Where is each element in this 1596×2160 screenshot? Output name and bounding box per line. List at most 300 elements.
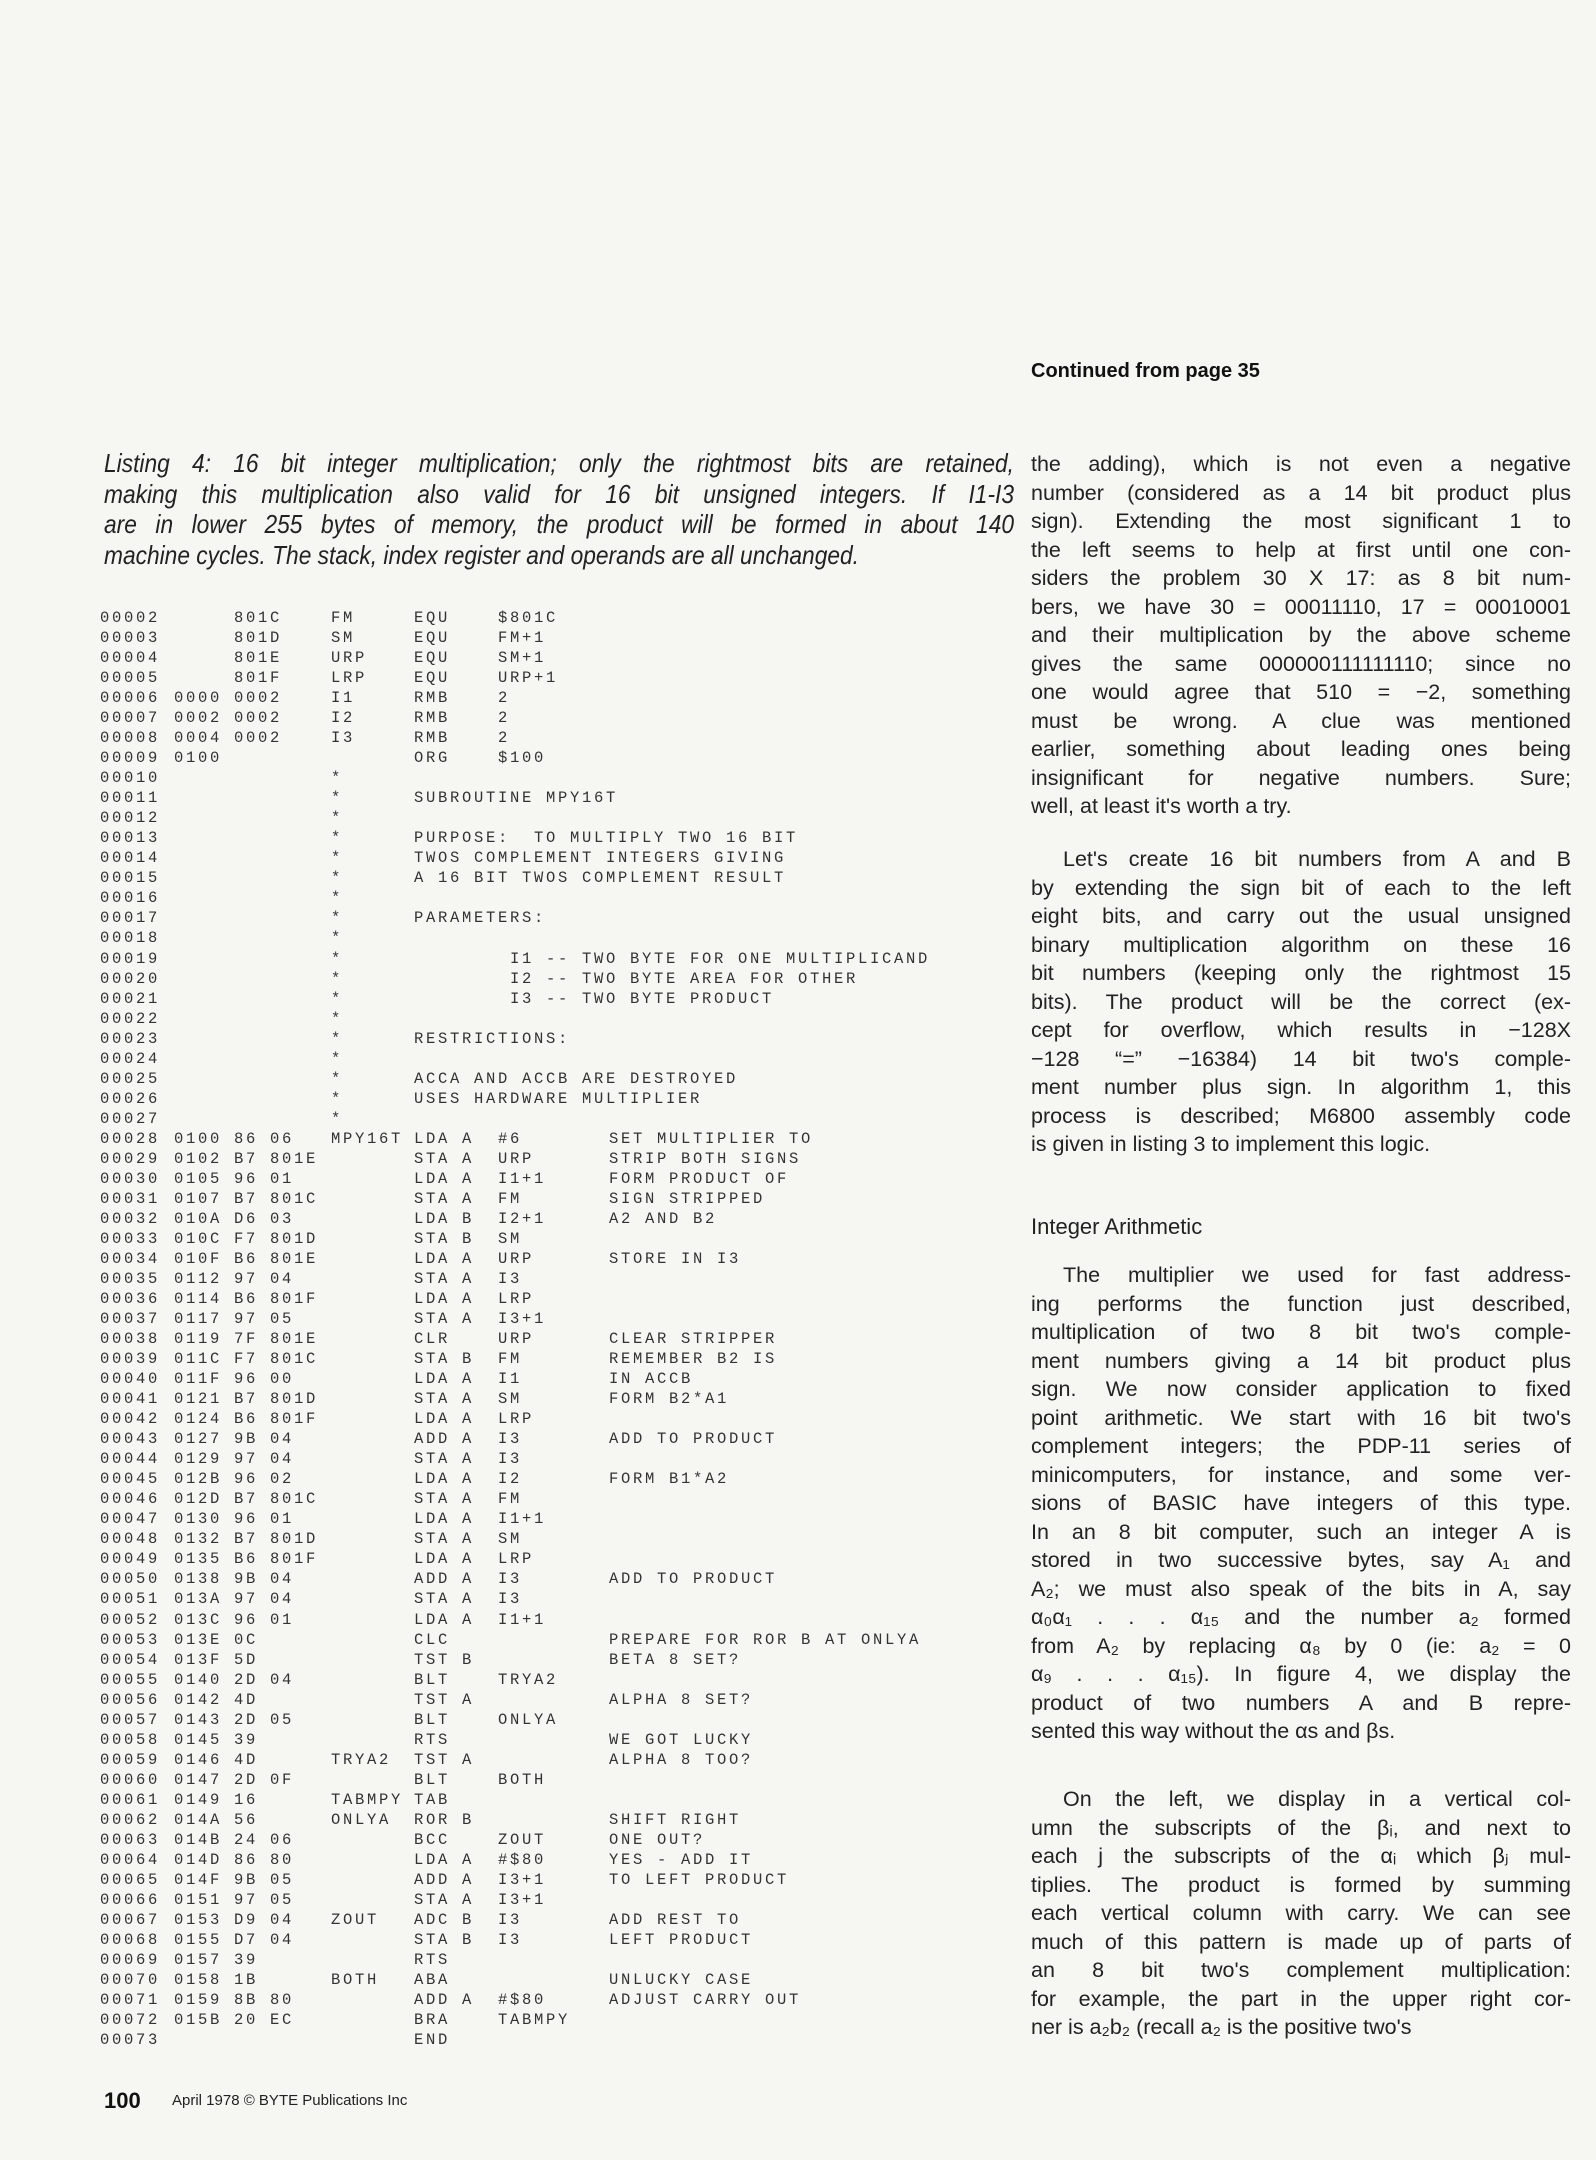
comment: PREPARE FOR ROR B AT ONLYA [609,1630,922,1649]
location: 0132 [174,1530,223,1549]
opcode: LDA B [414,1209,475,1228]
label: * [331,869,344,888]
operand: SM+1 [498,649,547,668]
operand: $100 [498,749,547,768]
opcode: RTS [414,1730,451,1749]
object-code: 0002 [234,689,283,708]
line-number: 00011 [100,789,161,808]
text-line: one would agree that 510 = −2, something [1031,680,1571,704]
opcode: EQU [414,649,451,668]
location: 010F [174,1249,223,1268]
object-code: B7 801C [234,1189,319,1208]
label: TABMPY [331,1790,404,1809]
location: 0127 [174,1430,223,1449]
comment: FORM B1*A2 [609,1470,730,1489]
line-number: 00052 [100,1610,161,1629]
listing-row [0,1990,1000,2010]
object-code: 16 [234,1790,259,1809]
operand: I1+1 [498,1510,547,1529]
opcode: TST A [414,1690,475,1709]
location: 013E [174,1630,223,1649]
paragraph-1 [1031,450,1571,821]
opcode: STA A [414,1450,475,1469]
location: 011C [174,1350,223,1369]
comment: SHIFT RIGHT [609,1810,742,1829]
line-number: 00009 [100,749,161,768]
operand: URP [498,1249,535,1268]
listing-row [0,1149,1000,1169]
text-line: earlier, something about leading ones being [1031,737,1571,761]
listing-row [0,928,1000,948]
label: MPY16T [331,1129,404,1148]
line-number: 00062 [100,1810,161,1829]
text-line: tiplies. The product is formed by summing [1031,1872,1571,1897]
opcode: LDA A [414,1410,475,1429]
location: 0129 [174,1450,223,1469]
label: I1 [331,689,356,708]
listing-row [0,688,1000,708]
text-line: A₂; we must also speak of the bits in A, say [1031,1576,1571,1601]
object-code: 0002 [234,709,283,728]
text-line: cept for overflow, which results in −128X [1031,1018,1571,1042]
opcode: LDA A [414,1249,475,1268]
object-code: 801D [234,629,283,648]
opcode: LDA A [414,1169,475,1188]
line-number: 00053 [100,1630,161,1649]
line-number: 00064 [100,1850,161,1869]
label: * [331,1109,344,1128]
listing-row [0,1409,1000,1429]
operand: 2 [498,689,511,708]
line-number: 00022 [100,1009,161,1028]
listing-row [0,1429,1000,1449]
label: * [331,809,344,828]
listing-row [0,1349,1000,1369]
text-line: much of this pattern is made up of parts of [1031,1929,1571,1954]
object-code: D7 04 [234,1930,295,1949]
operand: I1+1 [498,1610,547,1629]
listing-row [0,848,1000,868]
listing-row [0,1209,1000,1229]
label: ZOUT [331,1910,380,1929]
listing-row [0,1950,1000,1970]
operand: I1 [498,1370,523,1389]
operand: I3 -- TWO BYTE PRODUCT [498,989,775,1008]
text-line: bit numbers (keeping only the rightmost 15 [1031,961,1571,985]
object-code: 20 EC [234,2011,295,2030]
listing-row [0,1630,1000,1650]
comment: FORM PRODUCT OF [609,1169,790,1188]
location: 015B [174,2011,223,2030]
text-line: On the left, we display in a vertical col- [1063,1787,1571,1811]
operand: FM+1 [498,629,547,648]
listing-row [0,949,1000,969]
opcode: BRA [414,2011,451,2030]
caption-line: machine cycles. The stack, index register and operands are all unchanged. [104,540,859,571]
label: * [331,829,344,848]
text-line: must be wrong. A clue was mentioned [1031,708,1571,733]
object-code: 0C [234,1630,259,1649]
listing-row [0,868,1000,888]
listing-row [0,1830,1000,1850]
object-code: 0002 [234,729,283,748]
operand: 2 [498,709,511,728]
text-line: α₀α₁ . . . α₁₅ and the number a₂ formed [1031,1605,1571,1629]
opcode: TST A [414,1750,475,1769]
line-number: 00027 [100,1109,161,1128]
listing-row [0,1549,1000,1569]
location: 0004 [174,729,223,748]
object-code: 5D [234,1650,259,1669]
label: * [331,1049,344,1068]
listing-row [0,1109,1000,1129]
text-line: ner is a₂b₂ (recall a₂ is the positive two's [1031,2015,1412,2039]
object-code: B6 801F [234,1550,319,1569]
opcode: END [414,2031,451,2050]
line-number: 00029 [100,1149,161,1168]
line-number: 00030 [100,1169,161,1188]
caption-line: Listing 4: 16 bit integer multiplication; only the rightmost bits are retained, [104,448,1014,478]
object-code: 96 00 [234,1370,295,1389]
text-line: ment number plus sign. In algorithm 1, this [1031,1075,1571,1099]
listing-row [0,969,1000,989]
listing-row [0,2010,1000,2030]
opcode: LDA A [414,1470,475,1489]
opcode: ADD A [414,1991,475,2010]
listing-row [0,1269,1000,1289]
comment: IN ACCB [609,1370,694,1389]
opcode: STA A [414,1890,475,1909]
line-number: 00035 [100,1269,161,1288]
label: * [331,769,344,788]
text-line: the adding), which is not even a negative [1031,452,1571,476]
object-code: 97 04 [234,1269,295,1288]
opcode: EQU [414,669,451,688]
object-code: D6 03 [234,1209,295,1228]
object-code: 801C [234,609,283,627]
opcode: A 16 BIT TWOS COMPLEMENT RESULT [414,869,787,888]
line-number: 00061 [100,1790,161,1809]
label: * [331,889,344,908]
text-line: stored in two successive bytes, say A₁ and [1031,1548,1571,1572]
listing-row [0,1029,1000,1049]
operand: I3+1 [498,1890,547,1909]
text-line: bers, we have 30 = 00011110, 17 = 00010001 [1031,594,1571,619]
comment: REMEMBER B2 IS [609,1350,778,1369]
line-number: 00014 [100,849,161,868]
text-line: an 8 bit two's complement multiplication: [1031,1958,1571,1982]
operand: ZOUT [498,1830,547,1849]
text-line: α₉ . . . α₁₅). In figure 4, we display the [1031,1662,1571,1686]
listing-row [0,768,1000,788]
object-code: 9B 04 [234,1570,295,1589]
comment: BETA 8 SET? [609,1650,742,1669]
opcode: BLT [414,1710,451,1729]
line-number: 00065 [100,1870,161,1889]
comment: UNLUCKY CASE [609,1971,754,1990]
location: 0119 [174,1330,223,1349]
opcode: STA B [414,1229,475,1248]
location: 0146 [174,1750,223,1769]
footer-credit: April 1978 © BYTE Publications Inc [172,2092,408,2109]
location: 010A [174,1209,223,1228]
line-number: 00042 [100,1410,161,1429]
listing-row [0,1610,1000,1630]
operand: SM [498,1530,523,1549]
label: * [331,909,344,928]
object-code: 97 05 [234,1310,295,1329]
line-number: 00069 [100,1951,161,1969]
line-number: 00036 [100,1290,161,1309]
location: 0100 [174,1129,223,1148]
comment: YES - ADD IT [609,1850,754,1869]
label: * [331,1069,344,1088]
text-line: complement integers; the PDP-11 series of [1031,1434,1571,1458]
listing-row [0,728,1000,748]
listing-row [0,628,1000,648]
object-code: B7 801E [234,1149,319,1168]
line-number: 00024 [100,1049,161,1068]
text-line: umn the subscripts of the βᵢ, and next to [1031,1815,1571,1840]
paragraph-4 [1031,1785,1571,2042]
operand: I3 [498,1430,523,1449]
operand: I2 [498,1470,523,1489]
listing-row [0,1249,1000,1269]
listing-row [0,888,1000,908]
listing-row [0,1569,1000,1589]
label: * [331,929,344,948]
operand: I3 [498,1570,523,1589]
object-code: 96 01 [234,1610,295,1629]
object-code: F7 801D [234,1229,319,1248]
object-code: 86 06 [234,1129,295,1148]
operand: FM [498,1350,523,1369]
line-number: 00019 [100,949,161,968]
line-number: 00015 [100,869,161,888]
comment: STRIP BOTH SIGNS [609,1149,802,1168]
listing-row [0,1930,1000,1950]
text-line: gives the same 000000111111110; since no [1031,651,1571,676]
object-code: 4D [234,1690,259,1709]
opcode: CLR [414,1330,451,1349]
text-line: each j the subscripts of the αᵢ which βⱼ mul- [1031,1844,1571,1868]
operand: $801C [498,609,559,627]
text-line: Let's create 16 bit numbers from A and B [1063,847,1571,871]
label: * [331,949,344,968]
object-code: 7F 801E [234,1330,319,1349]
location: 0142 [174,1690,223,1709]
location: 0102 [174,1149,223,1168]
caption-line: making this multiplication also valid for 16 bit unsigned integers. If I1-I3 [104,478,1014,509]
listing-row [0,608,1000,628]
line-number: 00044 [100,1450,161,1469]
listing-row [0,989,1000,1009]
line-number: 00012 [100,809,161,828]
listing-row [0,908,1000,928]
text-line: by extending the sign bit of each to the left [1031,875,1571,900]
text-line: multiplication of two 8 bit two's comple- [1031,1320,1571,1344]
line-number: 00026 [100,1089,161,1108]
text-line: well, at least it's worth a try. [1031,794,1292,818]
location: 0114 [174,1290,223,1309]
opcode: RESTRICTIONS: [414,1029,571,1048]
operand: ONLYA [498,1710,559,1729]
opcode: STA A [414,1590,475,1609]
listing-row [0,648,1000,668]
line-number: 00066 [100,1890,161,1909]
comment: ALPHA 8 SET? [609,1690,754,1709]
object-code: 2D 04 [234,1670,295,1689]
listing-row [0,1229,1000,1249]
location: 014B [174,1830,223,1849]
line-number: 00028 [100,1129,161,1148]
location: 013F [174,1650,223,1669]
opcode: ADD A [414,1430,475,1449]
line-number: 00031 [100,1189,161,1208]
comment: ADD TO PRODUCT [609,1570,778,1589]
line-number: 00073 [100,2031,161,2050]
line-number: 00058 [100,1730,161,1749]
listing-row [0,1750,1000,1770]
object-code: 39 [234,1951,259,1969]
opcode: STA B [414,1930,475,1949]
listing-row [0,1850,1000,1870]
operand: SM [498,1229,523,1248]
operand: I3 [498,1910,523,1929]
label: * [331,1089,344,1108]
line-number: 00056 [100,1690,161,1709]
operand: I1+1 [498,1169,547,1188]
operand: I1 -- TWO BYTE FOR ONE MULTIPLICAND [498,949,931,968]
listing-row [0,748,1000,768]
listing-row [0,708,1000,728]
listing-row [0,1910,1000,1930]
line-number: 00016 [100,889,161,908]
location: 0000 [174,689,223,708]
text-line: sions of BASIC have integers of this type. [1031,1491,1571,1515]
listing-row [0,1589,1000,1609]
object-code: 2D 0F [234,1770,295,1789]
opcode: ORG [414,749,451,768]
opcode: ACCA AND ACCB ARE DESTROYED [414,1069,739,1088]
location: 0105 [174,1169,223,1188]
listing-row [0,1309,1000,1329]
line-number: 00021 [100,989,161,1008]
text-line: insignificant for negative numbers. Sure; [1031,765,1571,790]
object-code: 4D [234,1750,259,1769]
opcode: PARAMETERS: [414,909,547,928]
operand: BOTH [498,1770,547,1789]
continued-from-note: Continued from page 35 [1031,360,1260,382]
location: 0107 [174,1189,223,1208]
operand: LRP [498,1290,535,1309]
operand: I2+1 [498,1209,547,1228]
label: * [331,989,344,1008]
operand: LRP [498,1550,535,1569]
opcode: ROR B [414,1810,475,1829]
object-code: 97 04 [234,1450,295,1469]
opcode: BCC [414,1830,451,1849]
object-code: 96 01 [234,1510,295,1529]
location: 0149 [174,1790,223,1809]
label: I3 [331,729,356,748]
comment: ALPHA 8 TOO? [609,1750,754,1769]
page-number: 100 [104,2088,141,2113]
text-line: minicomputers, for instance, and some ver- [1031,1462,1571,1487]
line-number: 00017 [100,909,161,928]
location: 0117 [174,1310,223,1329]
operand: URP [498,1330,535,1349]
listing-row [0,2030,1000,2050]
text-line: process is described; M6800 assembly code [1031,1103,1571,1128]
location: 0155 [174,1930,223,1949]
line-number: 00040 [100,1370,161,1389]
text-line: The multiplier we used for fast address- [1063,1263,1571,1287]
line-number: 00033 [100,1229,161,1248]
text-line: from A₂ by replacing α₈ by 0 (ie: a₂ = 0 [1031,1633,1571,1658]
opcode: RMB [414,689,451,708]
listing-row [0,1509,1000,1529]
listing-row [0,1870,1000,1890]
line-number: 00007 [100,709,161,728]
opcode: LDA A [414,1129,475,1148]
line-number: 00039 [100,1350,161,1369]
opcode: LDA A [414,1370,475,1389]
opcode: STA A [414,1490,475,1509]
listing-row [0,1369,1000,1389]
text-line: product of two numbers A and B repre- [1031,1690,1571,1715]
location: 0153 [174,1910,223,1929]
line-number: 00043 [100,1430,161,1449]
comment: WE GOT LUCKY [609,1730,754,1749]
line-number: 00059 [100,1750,161,1769]
listing-row [0,808,1000,828]
object-code: 24 06 [234,1830,295,1849]
location: 0100 [174,749,223,768]
object-code: 97 05 [234,1890,295,1909]
listing-row [0,788,1000,808]
listing-row [0,668,1000,688]
object-code: F7 801C [234,1350,319,1369]
comment: ADD TO PRODUCT [609,1430,778,1449]
listing-row [0,1069,1000,1089]
text-line: number (considered as a 14 bit product plus [1031,480,1571,505]
label: * [331,789,344,808]
text-line: In an 8 bit computer, such an integer A is [1031,1519,1571,1544]
opcode: SUBROUTINE MPY16T [414,789,619,808]
operand: LRP [498,1410,535,1429]
text-line: ing performs the function just described, [1031,1291,1571,1316]
opcode: LDA A [414,1290,475,1309]
text-line: binary multiplication algorithm on these 16 [1031,932,1571,957]
listing-row [0,1289,1000,1309]
line-number: 00067 [100,1910,161,1929]
opcode: ADC B [414,1910,475,1929]
operand: TABMPY [498,2011,571,2030]
listing-row [0,1089,1000,1109]
object-code: D9 04 [234,1910,295,1929]
listing-row [0,1389,1000,1409]
text-line: eight bits, and carry out the usual unsigned [1031,904,1571,928]
object-code: 8B 80 [234,1991,295,2010]
comment: ONE OUT? [609,1830,706,1849]
opcode: LDA A [414,1550,475,1569]
operand: I3 [498,1269,523,1288]
object-code: 97 04 [234,1590,295,1609]
listing-row [0,1489,1000,1509]
location: 0135 [174,1550,223,1569]
label: TRYA2 [331,1750,392,1769]
